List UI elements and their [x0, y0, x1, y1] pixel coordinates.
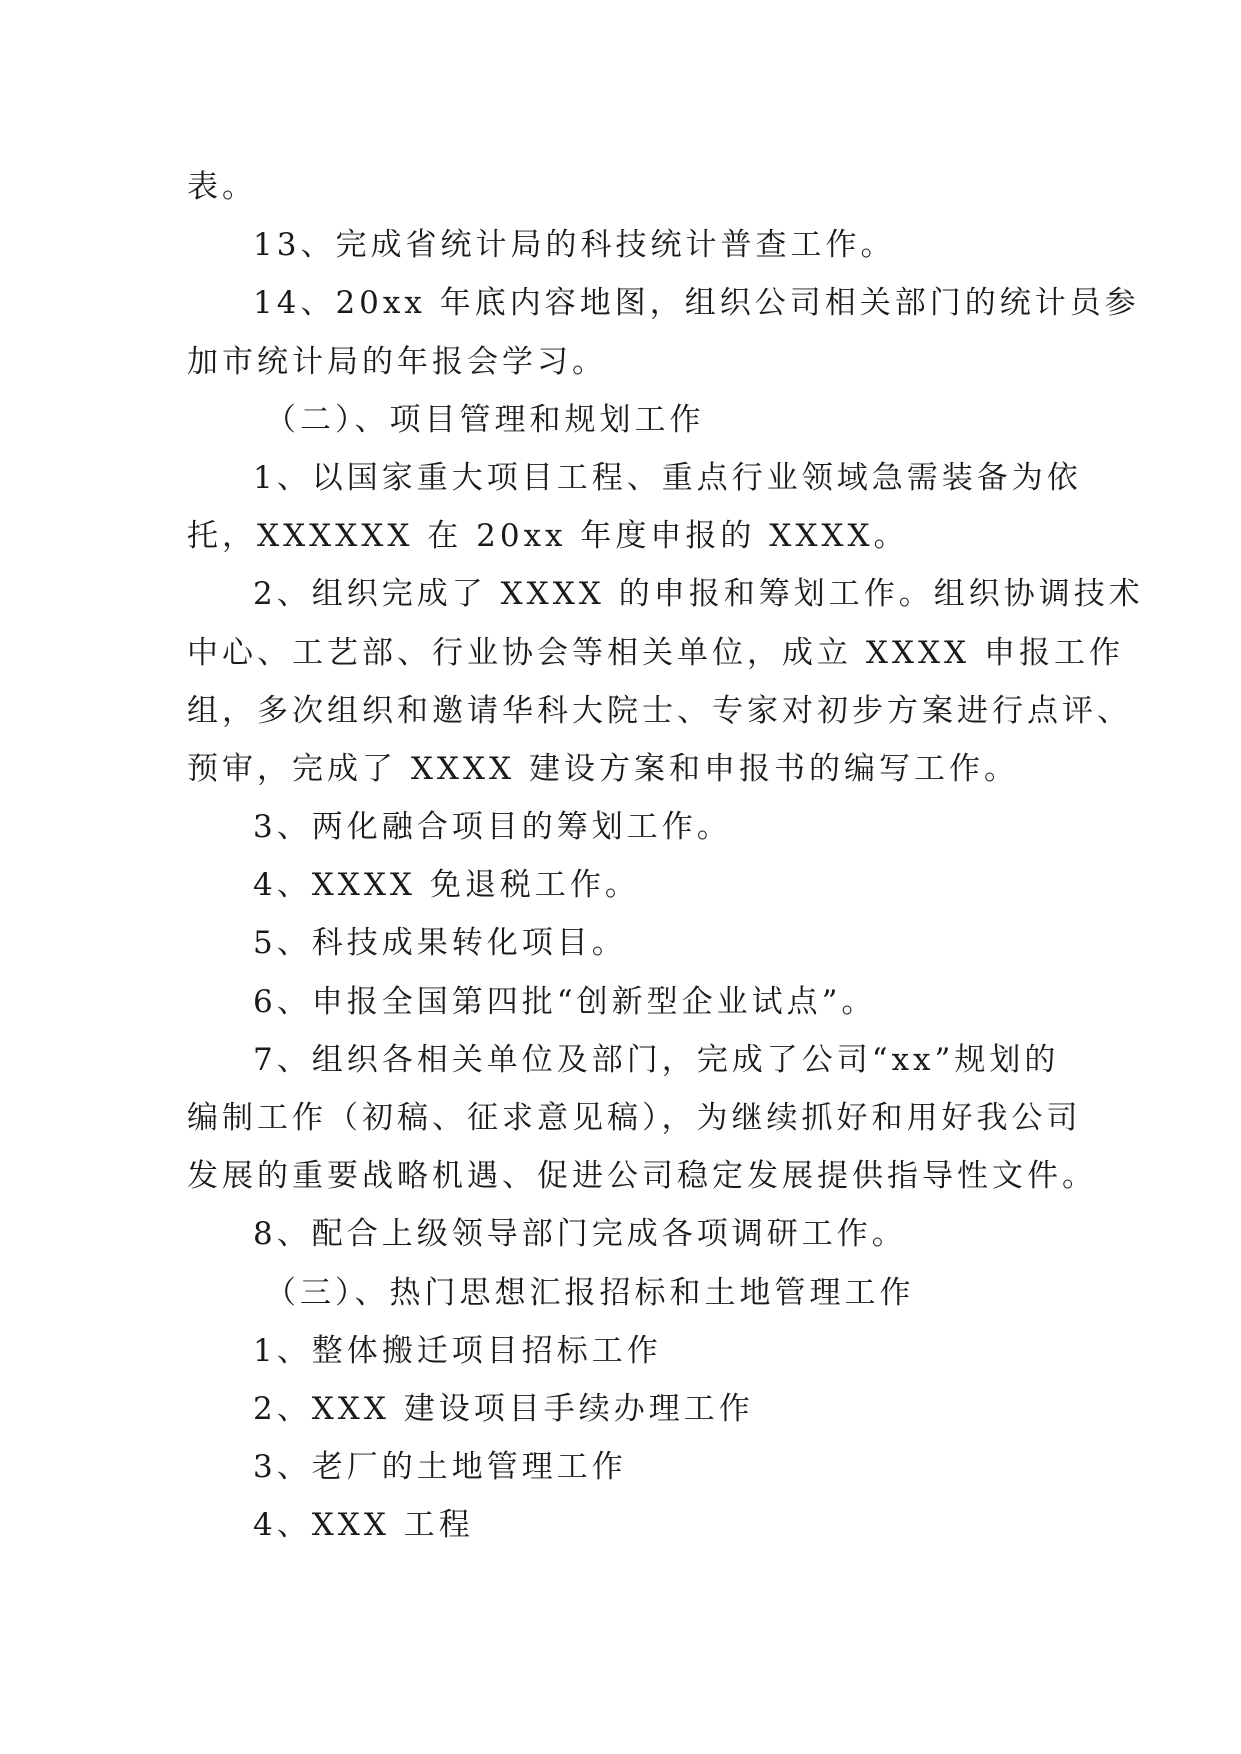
document-body: [187, 158, 1144, 1555]
list-item-14: 14、20xx 年底内容地图，组织公司相关部门的统计员参: [253, 285, 1140, 322]
section-heading-3: （三）、热门思想汇报招标和土地管理工作: [265, 1274, 915, 1311]
list-item-1: 1、以国家重大项目工程、重点行业领域急需装备为依: [253, 459, 1082, 496]
paragraph-line: 托，XXXXXX 在 20xx 年度申报的 XXXX。: [187, 518, 909, 555]
list-item-4: 4、XXX 工程: [253, 1507, 474, 1544]
list-item-7: 7、组织各相关单位及部门，完成了公司“xx”规划的: [253, 1041, 1060, 1078]
list-item-13: 13、完成省统计局的科技统计普查工作。: [253, 227, 896, 264]
list-item-2: 2、XXX 建设项目手续办理工作: [253, 1390, 754, 1427]
list-item-3: 3、两化融合项目的筹划工作。: [253, 809, 732, 846]
paragraph-line: 发展的重要战略机遇、促进公司稳定发展提供指导性文件。: [187, 1158, 1097, 1195]
list-item-8: 8、配合上级领导部门完成各项调研工作。: [253, 1216, 907, 1253]
paragraph-line: 编制工作（初稿、征求意见稿），为继续抓好和用好我公司: [187, 1100, 1082, 1136]
list-item-5: 5、科技成果转化项目。: [253, 925, 627, 962]
list-item-4: 4、XXXX 免退税工作。: [253, 867, 640, 904]
section-heading-2: （二）、项目管理和规划工作: [265, 401, 705, 438]
paragraph-line: 表。: [187, 169, 257, 205]
list-item-6: 6、申报全国第四批“创新型企业试点”。: [253, 983, 877, 1020]
paragraph-line: 中心、工艺部、行业协会等相关单位，成立 XXXX 申报工作: [187, 634, 1124, 671]
paragraph-line: 预审，完成了 XXXX 建设方案和申报书的编写工作。: [187, 750, 1019, 787]
list-item-2: 2、组织完成了 XXXX 的申报和筹划工作。组织协调技术: [253, 576, 1144, 613]
list-item-1: 1、整体搬迁项目招标工作: [253, 1332, 662, 1369]
list-item-3: 3、老厂的土地管理工作: [253, 1449, 627, 1486]
paragraph-line: 加市统计局的年报会学习。: [187, 343, 607, 380]
paragraph-line: 组，多次组织和邀请华科大院士、专家对初步方案进行点评、: [187, 692, 1132, 729]
